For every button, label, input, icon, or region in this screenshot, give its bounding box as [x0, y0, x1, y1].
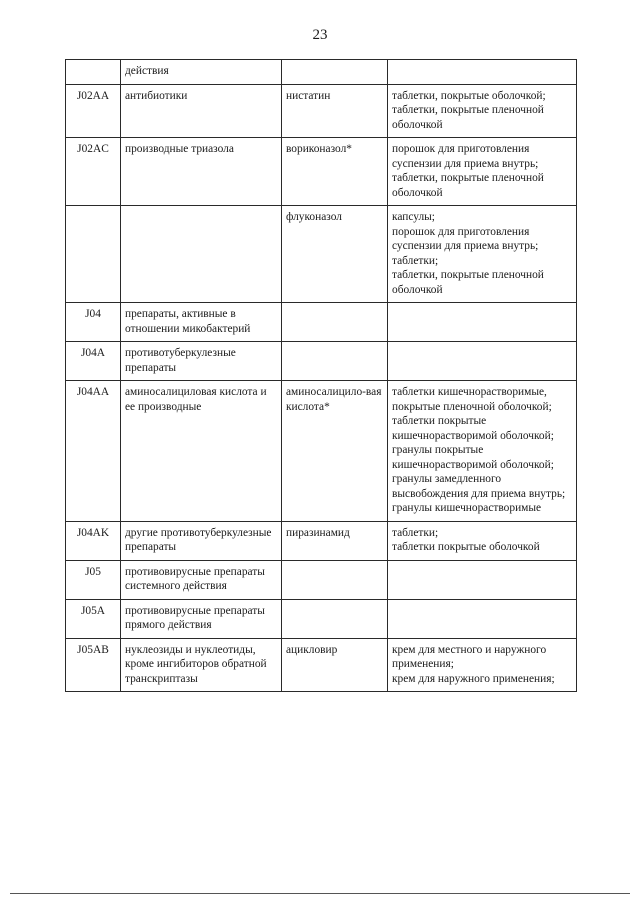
drug-name-cell: аминосалицило-вая кислота* [282, 381, 388, 522]
dosage-form: гранулы покрытые кишечнорастворимой оболочкой; [392, 444, 554, 471]
atc-code-cell [66, 206, 121, 303]
dosage-form: таблетки, покрытые пленочной оболочкой [392, 172, 544, 199]
atc-code-cell: J04 [66, 303, 121, 342]
table-row [66, 206, 577, 303]
dosage-form: таблетки, покрытые пленочной оболочкой [392, 269, 544, 296]
group-name-cell: противовирусные препараты системного действия [121, 560, 282, 599]
table-body [66, 60, 577, 692]
atc-code-cell: J04A [66, 342, 121, 381]
table-row [66, 560, 577, 599]
group-name-cell: противотуберкулезные препараты [121, 342, 282, 381]
table-row [66, 303, 577, 342]
table-row [66, 138, 577, 206]
drug-name-cell [282, 560, 388, 599]
drug-name-cell: вориконазол* [282, 138, 388, 206]
group-name-cell: аминосалициловая кислота и ее производные [121, 381, 282, 522]
drug-name-cell: флуконазол [282, 206, 388, 303]
drug-name-cell: нистатин [282, 84, 388, 138]
group-name-cell: другие противотуберкулезные препараты [121, 521, 282, 560]
atc-code-cell: J04AK [66, 521, 121, 560]
dosage-form: порошок для приготовления суспензии для приема внутрь; [392, 143, 539, 170]
dosage-forms-cell [388, 303, 577, 342]
dosage-forms-cell [388, 560, 577, 599]
table-row [66, 342, 577, 381]
dosage-forms-cell [388, 60, 577, 85]
drug-name-cell [282, 599, 388, 638]
dosage-form: таблетки; [392, 526, 439, 539]
dosage-forms-cell [388, 521, 577, 560]
dosage-form: порошок для приготовления суспензии для приема внутрь; [392, 225, 539, 252]
dosage-form: крем для местного и наружного применения; [392, 643, 547, 670]
atc-code-cell [66, 60, 121, 85]
table-row [66, 599, 577, 638]
group-name-cell: антибиотики [121, 84, 282, 138]
dosage-forms-cell [388, 342, 577, 381]
drug-name-cell [282, 303, 388, 342]
group-name-cell: противовирусные препараты прямого действия [121, 599, 282, 638]
atc-code-cell: J04AA [66, 381, 121, 522]
table-row [66, 84, 577, 138]
group-name-cell: действия [121, 60, 282, 85]
drug-name-cell [282, 342, 388, 381]
dosage-forms-cell [388, 138, 577, 206]
group-name-cell: препараты, активные в отношении микобактерий [121, 303, 282, 342]
dosage-forms-cell [388, 381, 577, 522]
dosage-form: гранулы замедленного высвобождения для приема внутрь; [392, 473, 566, 500]
dosage-form: таблетки, покрытые пленочной оболочкой [392, 104, 544, 131]
atc-code-cell: J02AC [66, 138, 121, 206]
dosage-form: таблетки покрытые оболочкой [392, 541, 540, 553]
dosage-forms-cell [388, 206, 577, 303]
dosage-forms-cell [388, 599, 577, 638]
table-row [66, 381, 577, 522]
table-row [66, 521, 577, 560]
dosage-forms-cell [388, 638, 577, 692]
dosage-form: капсулы; [392, 211, 435, 223]
drug-name-cell [282, 60, 388, 85]
bottom-rule [10, 893, 630, 894]
dosage-form: таблетки; [392, 254, 439, 267]
dosage-form: таблетки кишечнорастворимые, покрытые пленочной оболочкой; [392, 386, 552, 413]
atc-code-cell: J05AB [66, 638, 121, 692]
atc-code-cell: J02AA [66, 84, 121, 138]
table-row [66, 638, 577, 692]
drug-table [65, 59, 577, 692]
dosage-form: крем для наружного применения; [392, 672, 555, 685]
page-number: 23 [312, 27, 328, 43]
drug-name-cell: пиразинамид [282, 521, 388, 560]
drug-name-cell: ацикловир [282, 638, 388, 692]
dosage-form: гранулы кишечнорастворимые [392, 502, 542, 514]
group-name-cell: нуклеозиды и нуклеотиды, кроме ингибиторов обратной транскриптазы [121, 638, 282, 692]
group-name-cell: производные триазола [121, 138, 282, 206]
group-name-cell [121, 206, 282, 303]
dosage-form: таблетки, покрытые оболочкой; [392, 89, 546, 102]
atc-code-cell: J05 [66, 560, 121, 599]
dosage-forms-cell [388, 84, 577, 138]
atc-code-cell: J05A [66, 599, 121, 638]
dosage-form: таблетки покрытые кишечнорастворимой оболочкой; [392, 415, 554, 442]
table-row [66, 60, 577, 85]
